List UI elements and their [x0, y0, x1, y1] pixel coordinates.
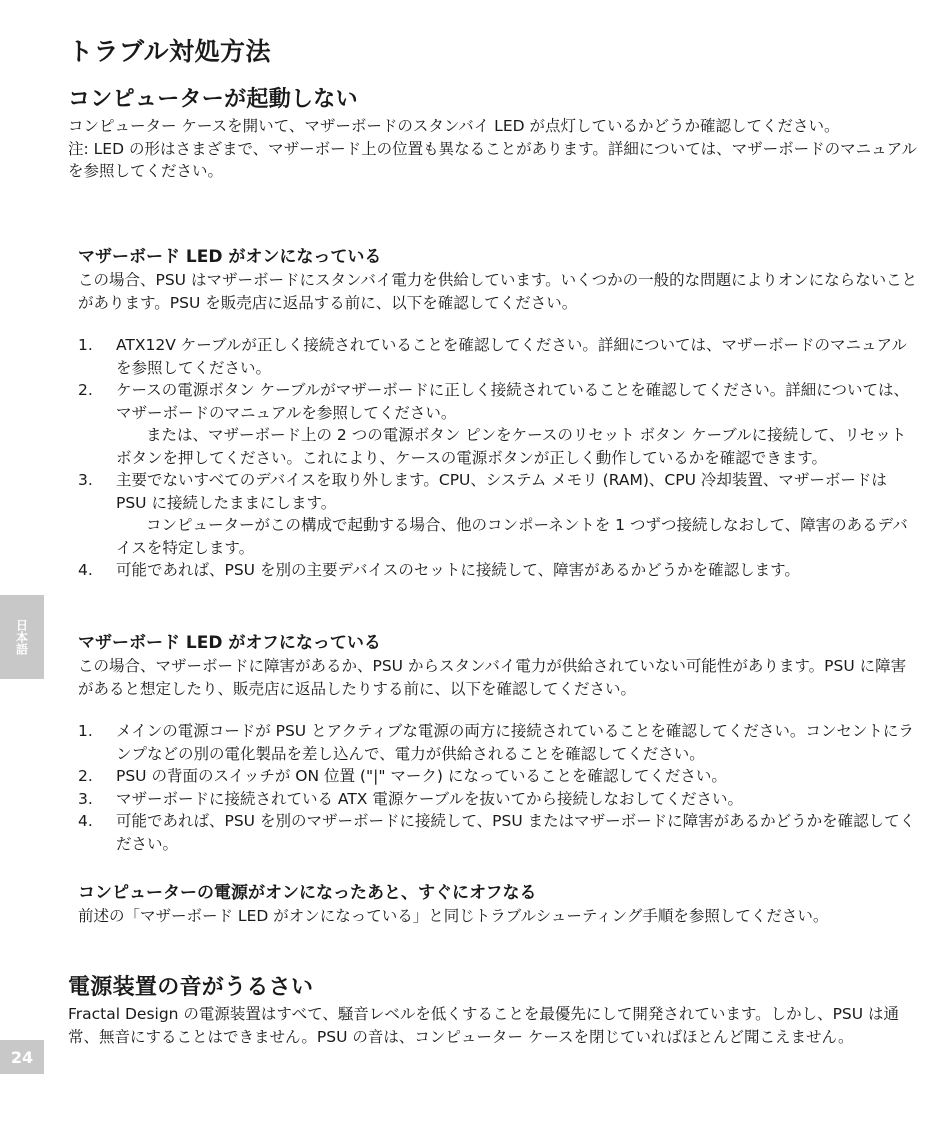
subsection-heading: マザーボード LED がオフになっている [78, 633, 381, 653]
section-led-on [78, 242, 918, 582]
list-item [78, 810, 918, 855]
paragraph: コンピューター ケースを開いて、マザーボードのスタンバイ LED が点灯しているかどうか確認してください。 [68, 117, 840, 135]
step-text: PSU の背面のスイッチが ON 位置 ("|" マーク) になっていることを確認してください。 [116, 767, 727, 785]
list-item [78, 469, 918, 559]
step-number: 3. [78, 471, 93, 489]
step-number: 4. [78, 812, 93, 830]
step-text: 可能であれば、PSU を別のマザーボードに接続して、PSU またはマザーボードに障害があるかどうかを確認してください。 [116, 812, 916, 853]
step-text: メインの電源コードが PSU とアクティブな電源の両方に接続されていることを確認してください。コンセントにランプなどの別の電化製品を差し込んで、電力が供給されることを確認してください。 [116, 722, 914, 763]
step-number: 1. [78, 722, 93, 740]
step-number: 2. [78, 381, 93, 399]
paragraph: この場合、マザーボードに障害があるか、PSU からスタンバイ電力が供給されていない可能性があります。PSU に障害があると想定したり、販売店に返品したりする前に、以下を確認してください。 [78, 657, 907, 698]
paragraph: Fractal Design の電源装置はすべて、騒音レベルを低くすることを最優先にして開発されています。しかし、PSU は通常、無音にすることはできません。PSU の音は、コンピューター ケースを閉じていればほとんど聞こえません。 [68, 1005, 900, 1046]
step-text: 主要でないすべてのデバイスを取り外します。CPU、システム メモリ (RAM)、CPU 冷却装置、マザーボードは PSU に接続したままにします。 [116, 471, 887, 512]
language-tab [0, 595, 44, 679]
step-number: 4. [78, 561, 93, 579]
step-number: 3. [78, 789, 93, 808]
language-label: 日本語 [14, 619, 29, 655]
step-number: 2. [78, 767, 93, 785]
paragraph: 前述の「マザーボード LED がオンになっている」と同じトラブルシューティング手順を参照してください。 [78, 907, 829, 925]
list-item [78, 334, 918, 379]
section-noisy-psu [68, 970, 918, 1048]
note-paragraph: 注: LED の形はさまざまで、マザーボード上の位置も異なることがあります。詳細については、マザーボードのマニュアルを参照してください。 [68, 139, 917, 180]
list-item [78, 788, 918, 811]
steps-list [78, 334, 918, 582]
page-number: 24 [0, 1040, 44, 1074]
section-no-boot [68, 82, 918, 183]
section-led-off [78, 628, 918, 855]
list-item [78, 720, 918, 765]
section-heading: コンピューターが起動しない [68, 87, 358, 112]
step-text: ATX12V ケーブルが正しく接続されていることを確認してください。詳細については、マザーボードのマニュアルを参照してください。 [116, 336, 907, 377]
steps-list [78, 720, 918, 855]
step-number: 1. [78, 336, 93, 354]
step-extra: コンピューターがこの構成で起動する場合、他のコンポーネントを 1 つずつ接続しなおして、障害のあるデバイスを特定します。 [116, 516, 908, 557]
list-item [78, 559, 918, 582]
subsection-heading: コンピューターの電源がオンになったあと、すぐにオフなる [78, 883, 537, 903]
step-text: ケースの電源ボタン ケーブルがマザーボードに正しく接続されていることを確認してください。詳細については、マザーボードのマニュアルを参照してください。 [116, 381, 909, 422]
step-text: マザーボードに接続されている ATX 電源ケーブルを抜いてから接続しなおしてください。 [116, 789, 743, 808]
step-text: 可能であれば、PSU を別の主要デバイスのセットに接続して、障害があるかどうかを確認します。 [116, 561, 800, 579]
page-title: トラブル対処方法 [68, 37, 272, 66]
subsection-heading: マザーボード LED がオンになっている [78, 247, 382, 267]
section-heading: 電源装置の音がうるさい [68, 975, 314, 1000]
list-item [78, 765, 918, 788]
step-extra: または、マザーボード上の 2 つの電源ボタン ピンをケースのリセット ボタン ケーブルに接続して、リセット ボタンを押してください。これにより、ケースの電源ボタンが正しく動作しているかを確認できます。 [116, 426, 907, 467]
list-item [78, 379, 918, 469]
section-shuts-off [78, 878, 918, 928]
paragraph: この場合、PSU はマザーボードにスタンバイ電力を供給しています。いくつかの一般的な問題によりオンにならないことがあります。PSU を販売店に返品する前に、以下を確認してください。 [78, 271, 918, 312]
